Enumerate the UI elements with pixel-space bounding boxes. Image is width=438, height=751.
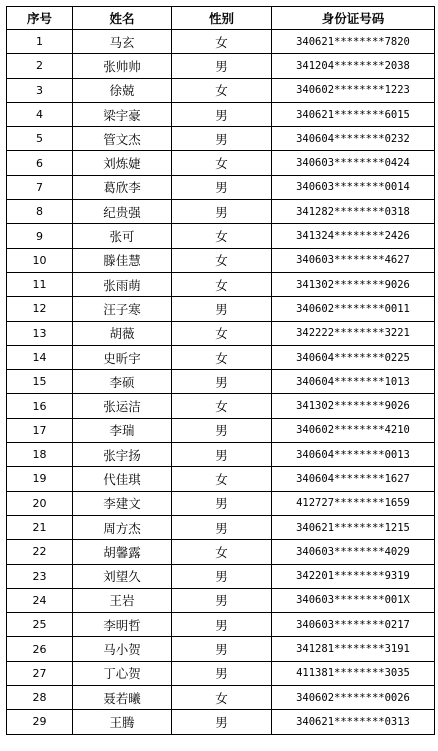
header-row xyxy=(7,7,435,30)
table-row xyxy=(7,224,435,248)
cell-gender: 女 xyxy=(172,467,272,491)
cell-gender: 女 xyxy=(172,248,272,272)
table-row xyxy=(7,345,435,369)
cell-id-number: 340621********0313 xyxy=(272,710,435,734)
cell-gender: 男 xyxy=(172,564,272,588)
cell-id-number: 340603********4029 xyxy=(272,540,435,564)
cell-name: 张运洁 xyxy=(73,394,172,418)
table-row xyxy=(7,102,435,126)
cell-gender: 男 xyxy=(172,200,272,224)
cell-name: 刘望久 xyxy=(73,564,172,588)
cell-index: 23 xyxy=(7,564,73,588)
cell-id-number: 340604********0232 xyxy=(272,127,435,151)
cell-id-number: 340604********1013 xyxy=(272,370,435,394)
table-row xyxy=(7,151,435,175)
cell-name: 徐兢 xyxy=(73,78,172,102)
table-row xyxy=(7,30,435,54)
table-row xyxy=(7,418,435,442)
table-row xyxy=(7,686,435,710)
cell-index: 12 xyxy=(7,297,73,321)
cell-index: 25 xyxy=(7,613,73,637)
cell-index: 1 xyxy=(7,30,73,54)
cell-index: 28 xyxy=(7,686,73,710)
cell-index: 11 xyxy=(7,272,73,296)
cell-name: 王腾 xyxy=(73,710,172,734)
table-row xyxy=(7,394,435,418)
cell-index: 7 xyxy=(7,175,73,199)
cell-index: 15 xyxy=(7,370,73,394)
cell-id-number: 340621********7820 xyxy=(272,30,435,54)
roster-table xyxy=(6,6,435,735)
cell-name: 李瑞 xyxy=(73,418,172,442)
cell-id-number: 341324********2426 xyxy=(272,224,435,248)
cell-id-number: 341281********3191 xyxy=(272,637,435,661)
cell-index: 5 xyxy=(7,127,73,151)
cell-index: 20 xyxy=(7,491,73,515)
cell-name: 史昕宇 xyxy=(73,345,172,369)
cell-name: 刘炼婕 xyxy=(73,151,172,175)
cell-gender: 女 xyxy=(172,272,272,296)
header-name: 姓名 xyxy=(73,7,172,30)
cell-name: 马玄 xyxy=(73,30,172,54)
table-row xyxy=(7,661,435,685)
cell-index: 8 xyxy=(7,200,73,224)
table-row xyxy=(7,175,435,199)
header-id-number: 身份证号码 xyxy=(272,7,435,30)
cell-name: 张帅帅 xyxy=(73,54,172,78)
cell-name: 胡馨露 xyxy=(73,540,172,564)
table-row xyxy=(7,370,435,394)
cell-gender: 女 xyxy=(172,686,272,710)
cell-id-number: 341302********9026 xyxy=(272,394,435,418)
cell-name: 纪贵强 xyxy=(73,200,172,224)
cell-name: 张雨萌 xyxy=(73,272,172,296)
cell-name: 聂若曦 xyxy=(73,686,172,710)
table-row xyxy=(7,321,435,345)
cell-index: 2 xyxy=(7,54,73,78)
cell-gender: 男 xyxy=(172,370,272,394)
cell-index: 13 xyxy=(7,321,73,345)
cell-id-number: 340621********6015 xyxy=(272,102,435,126)
cell-id-number: 412727********1659 xyxy=(272,491,435,515)
cell-index: 29 xyxy=(7,710,73,734)
cell-name: 葛欣李 xyxy=(73,175,172,199)
cell-gender: 男 xyxy=(172,710,272,734)
cell-name: 张可 xyxy=(73,224,172,248)
cell-gender: 男 xyxy=(172,418,272,442)
table-row xyxy=(7,248,435,272)
cell-id-number: 341282********0318 xyxy=(272,200,435,224)
header-index: 序号 xyxy=(7,7,73,30)
cell-index: 24 xyxy=(7,588,73,612)
cell-id-number: 342201********9319 xyxy=(272,564,435,588)
cell-id-number: 340602********1223 xyxy=(272,78,435,102)
cell-index: 18 xyxy=(7,443,73,467)
cell-name: 李硕 xyxy=(73,370,172,394)
cell-gender: 女 xyxy=(172,540,272,564)
cell-name: 代佳琪 xyxy=(73,467,172,491)
cell-id-number: 340603********001X xyxy=(272,588,435,612)
cell-id-number: 342222********3221 xyxy=(272,321,435,345)
cell-index: 4 xyxy=(7,102,73,126)
table-row xyxy=(7,54,435,78)
cell-name: 管文杰 xyxy=(73,127,172,151)
cell-name: 周方杰 xyxy=(73,515,172,539)
table-row xyxy=(7,200,435,224)
cell-name: 滕佳慧 xyxy=(73,248,172,272)
cell-name: 汪子寒 xyxy=(73,297,172,321)
cell-name: 胡薇 xyxy=(73,321,172,345)
cell-gender: 女 xyxy=(172,78,272,102)
cell-index: 26 xyxy=(7,637,73,661)
header-gender: 性别 xyxy=(172,7,272,30)
cell-gender: 女 xyxy=(172,321,272,345)
cell-name: 李建文 xyxy=(73,491,172,515)
table-row xyxy=(7,613,435,637)
cell-index: 14 xyxy=(7,345,73,369)
cell-id-number: 341204********2038 xyxy=(272,54,435,78)
cell-index: 16 xyxy=(7,394,73,418)
cell-gender: 女 xyxy=(172,345,272,369)
cell-id-number: 340602********0011 xyxy=(272,297,435,321)
cell-id-number: 340602********0026 xyxy=(272,686,435,710)
cell-gender: 女 xyxy=(172,30,272,54)
table-row xyxy=(7,564,435,588)
table-row xyxy=(7,127,435,151)
cell-index: 22 xyxy=(7,540,73,564)
cell-id-number: 340604********0225 xyxy=(272,345,435,369)
cell-index: 6 xyxy=(7,151,73,175)
cell-gender: 男 xyxy=(172,102,272,126)
cell-id-number: 340604********1627 xyxy=(272,467,435,491)
cell-gender: 男 xyxy=(172,491,272,515)
cell-gender: 男 xyxy=(172,661,272,685)
cell-id-number: 340603********0014 xyxy=(272,175,435,199)
cell-gender: 男 xyxy=(172,127,272,151)
cell-gender: 男 xyxy=(172,588,272,612)
cell-gender: 男 xyxy=(172,443,272,467)
table-row xyxy=(7,297,435,321)
cell-gender: 男 xyxy=(172,637,272,661)
cell-name: 王岩 xyxy=(73,588,172,612)
cell-id-number: 340602********4210 xyxy=(272,418,435,442)
table-row xyxy=(7,272,435,296)
cell-name: 张宇扬 xyxy=(73,443,172,467)
cell-index: 17 xyxy=(7,418,73,442)
cell-gender: 男 xyxy=(172,175,272,199)
table-row xyxy=(7,491,435,515)
cell-gender: 女 xyxy=(172,151,272,175)
table-row xyxy=(7,588,435,612)
cell-id-number: 340603********4627 xyxy=(272,248,435,272)
cell-index: 10 xyxy=(7,248,73,272)
cell-gender: 女 xyxy=(172,394,272,418)
cell-index: 27 xyxy=(7,661,73,685)
cell-name: 梁宇豪 xyxy=(73,102,172,126)
cell-index: 9 xyxy=(7,224,73,248)
cell-id-number: 340603********0424 xyxy=(272,151,435,175)
roster-body xyxy=(7,30,435,735)
cell-index: 19 xyxy=(7,467,73,491)
table-row xyxy=(7,78,435,102)
cell-id-number: 341302********9026 xyxy=(272,272,435,296)
table-row xyxy=(7,710,435,734)
cell-gender: 男 xyxy=(172,613,272,637)
cell-gender: 女 xyxy=(172,224,272,248)
roster-sheet xyxy=(6,6,435,735)
cell-name: 李明哲 xyxy=(73,613,172,637)
table-row xyxy=(7,515,435,539)
cell-gender: 男 xyxy=(172,297,272,321)
cell-id-number: 411381********3035 xyxy=(272,661,435,685)
cell-gender: 男 xyxy=(172,54,272,78)
table-row xyxy=(7,443,435,467)
table-row xyxy=(7,637,435,661)
cell-name: 丁心贺 xyxy=(73,661,172,685)
cell-name: 马小贺 xyxy=(73,637,172,661)
cell-index: 3 xyxy=(7,78,73,102)
cell-id-number: 340603********0217 xyxy=(272,613,435,637)
cell-id-number: 340604********0013 xyxy=(272,443,435,467)
table-row xyxy=(7,540,435,564)
table-row xyxy=(7,467,435,491)
cell-index: 21 xyxy=(7,515,73,539)
cell-id-number: 340621********1215 xyxy=(272,515,435,539)
cell-gender: 男 xyxy=(172,515,272,539)
